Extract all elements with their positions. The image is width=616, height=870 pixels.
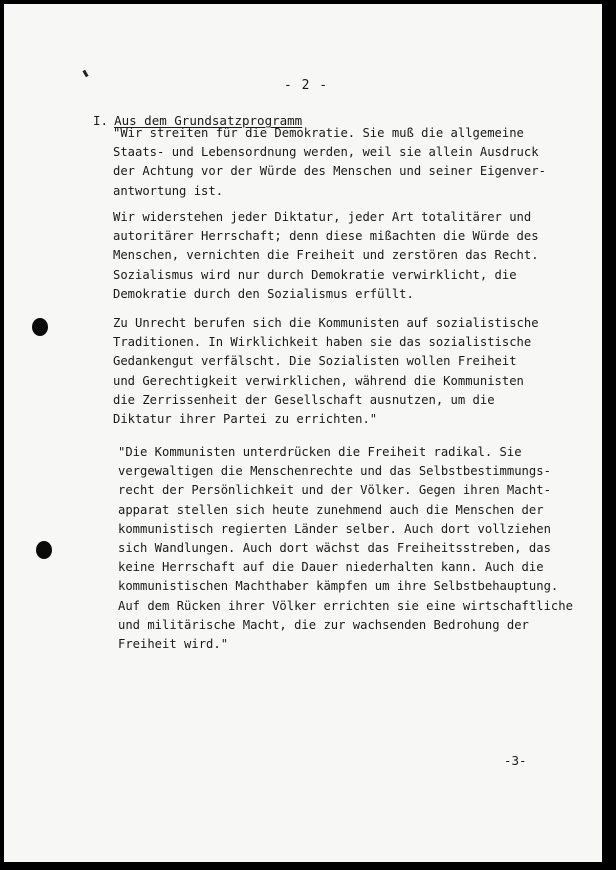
- text-line: keine Herrschaft auf die Dauer niederhalten kann. Auch die: [118, 560, 544, 575]
- text-line: Traditionen. In Wirklichkeit haben sie das sozialistische: [113, 335, 532, 350]
- text-line: kommunistischen Machthaber kämpfen um ihre Selbstbehauptung.: [118, 579, 559, 594]
- text-line: kommunistisch regierten Länder selber. Auch dort vollziehen: [118, 521, 551, 536]
- text-line: Staats- und Lebensordnung werden, weil sie allein Ausdruck: [113, 145, 539, 160]
- text-line: Sozialismus wird nur durch Demokratie verwirklicht, die: [113, 267, 517, 282]
- paragraph: [113, 124, 546, 201]
- text-line: "Wir streiten für die Demokratie. Sie muß die allgemeine: [113, 126, 524, 140]
- text-line: Auf dem Rücken ihrer Völker errichten sie eine wirtschaftliche: [118, 598, 573, 613]
- text-line: Demokratie durch den Sozialismus erfüllt.: [113, 286, 414, 301]
- stray-ink-mark: [82, 70, 88, 78]
- text-line: und Gerechtigkeit verwirklichen, während die Kommunisten: [113, 373, 524, 388]
- text-line: vergewaltigen die Menschenrechte und das Selbstbestimmungs-: [118, 464, 551, 479]
- text-line: apparat stellen sich heute zunehmend auch die Menschen der: [118, 502, 544, 517]
- text-line: autoritärer Herrschaft; denn diese mißachten die Würde des: [113, 229, 539, 244]
- paragraph: [113, 314, 539, 429]
- page-number: - 2 -: [284, 78, 329, 93]
- next-page-indicator: -3-: [504, 753, 527, 768]
- text-line: und militärische Macht, die zur wachsenden Bedrohung der: [118, 617, 529, 632]
- section-number: I.: [93, 113, 109, 128]
- text-line: die Zerrissenheit der Gesellschaft ausnutzen, um die: [113, 392, 495, 407]
- text-line: "Die Kommunisten unterdrücken die Freiheit radikal. Sie: [118, 445, 522, 459]
- text-line: der Achtung vor der Würde des Menschen und seiner Eigenver-: [113, 164, 546, 179]
- text-line: Gedankengut verfälscht. Die Sozialisten wollen Freiheit: [113, 354, 517, 369]
- punch-hole: [36, 541, 52, 559]
- text-line: antwortung ist.: [113, 183, 224, 198]
- text-line: Wir widerstehen jeder Diktatur, jeder Art totalitärer und: [113, 210, 532, 224]
- text-line: Zu Unrecht berufen sich die Kommunisten auf sozialistische: [113, 316, 539, 330]
- paragraph: [118, 443, 573, 654]
- text-line: Diktatur ihrer Partei zu errichten.": [113, 412, 378, 427]
- punch-hole: [32, 318, 48, 336]
- paragraph: [113, 208, 539, 304]
- text-line: recht der Persönlichkeit und der Völker. Gegen ihren Macht-: [118, 483, 551, 498]
- text-line: Freiheit wird.": [118, 637, 229, 652]
- text-line: sich Wandlungen. Auch dort wächst das Freiheitsstreben, das: [118, 541, 551, 556]
- section-title: Aus dem Grundsatzprogramm: [114, 113, 303, 128]
- document-page: [4, 4, 602, 862]
- text-line: Menschen, vernichten die Freiheit und zerstören das Recht.: [113, 248, 539, 263]
